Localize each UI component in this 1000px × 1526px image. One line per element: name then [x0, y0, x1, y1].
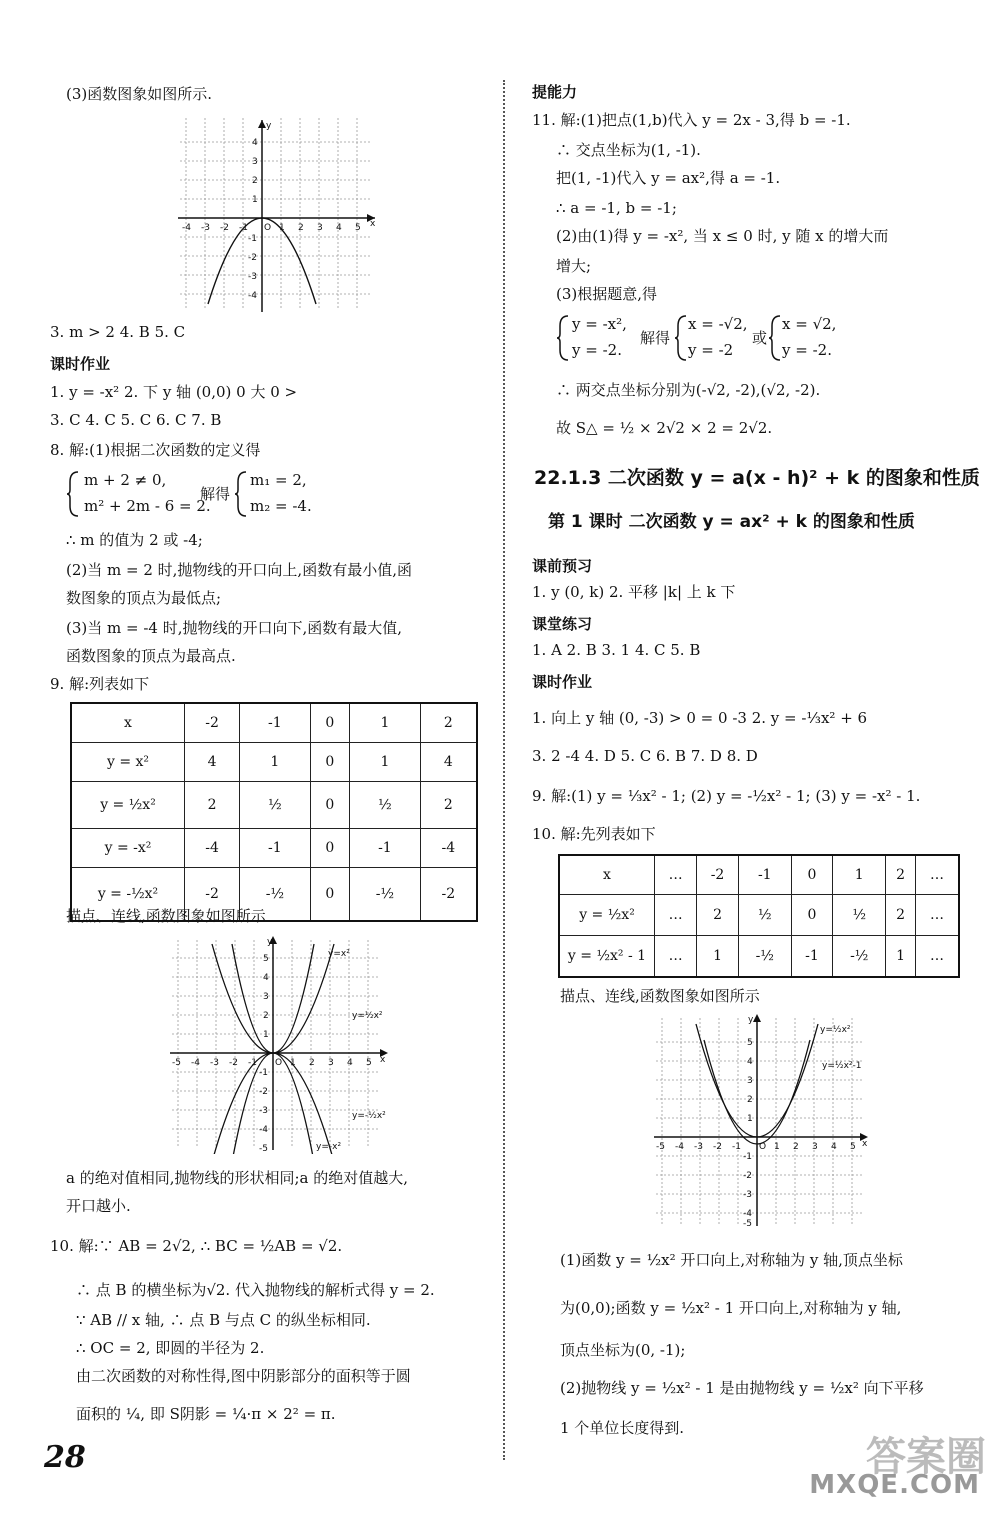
- text-line: (1)函数 y = ½x² 开口向上,对称轴为 y 轴,顶点坐标: [560, 1251, 903, 1269]
- table-row: [559, 936, 959, 978]
- svg-text:O: O: [759, 1142, 767, 1152]
- table-cell: y = ½x² - 1: [559, 936, 655, 978]
- text-line: 8. 解:(1)根据二次函数的定义得: [50, 441, 261, 459]
- svg-text:-4: -4: [182, 223, 191, 233]
- svg-text:5: 5: [355, 223, 361, 233]
- svg-text:3: 3: [812, 1142, 818, 1152]
- table-cell: 1: [886, 936, 916, 978]
- table-cell: 1: [240, 743, 311, 782]
- table-row: [559, 895, 959, 936]
- svg-text:y: y: [748, 1015, 754, 1025]
- table-cell: 2: [697, 895, 738, 936]
- svg-text:O: O: [264, 223, 272, 233]
- text-line: ∴ 交点坐标为(1, -1).: [556, 141, 701, 159]
- text-line: (3)根据题意,得: [556, 285, 658, 303]
- text-line: 11. 解:(1)把点(1,b)代入 y = 2x - 3,得 b = -1.: [532, 111, 851, 129]
- text-line: 由二次函数的对称性得,图中阴影部分的面积等于圆: [76, 1367, 411, 1385]
- table-row: [71, 743, 477, 782]
- table-cell: 0: [310, 868, 349, 922]
- svg-text:-5: -5: [172, 1058, 181, 1068]
- text-line: a 的绝对值相同,抛物线的形状相同;a 的绝对值越大,: [66, 1169, 409, 1187]
- column-divider: [503, 80, 505, 1460]
- page-number: 28: [44, 1440, 86, 1475]
- table-cell: x: [71, 703, 185, 743]
- brace: [768, 314, 782, 362]
- svg-text:-1: -1: [239, 223, 248, 233]
- value-table: [70, 702, 478, 922]
- table-cell: 2: [886, 855, 916, 895]
- table-cell: ½: [833, 895, 886, 936]
- table-cell: y = x²: [71, 743, 185, 782]
- table-cell: 1: [833, 855, 886, 895]
- svg-text:1: 1: [263, 1030, 269, 1040]
- svg-text:y: y: [266, 121, 272, 131]
- svg-text:-5: -5: [743, 1219, 752, 1229]
- table-cell: y = -½x²: [71, 868, 185, 922]
- text-line: ∴ a = -1, b = -1;: [556, 199, 677, 217]
- table-cell: -1: [738, 855, 791, 895]
- table-cell: -1: [350, 829, 421, 868]
- table-cell: 0: [310, 743, 349, 782]
- svg-text:4: 4: [252, 138, 258, 148]
- svg-text:2: 2: [309, 1058, 315, 1068]
- table-cell: -½: [833, 936, 886, 978]
- text-line: 函数图象的顶点为最高点.: [66, 647, 236, 665]
- curve-label: y=-½x²: [352, 1111, 386, 1121]
- table-cell: -1: [240, 829, 311, 868]
- table-cell: 1: [350, 703, 421, 743]
- text-line: ∴ 两交点坐标分别为(-√2, -2),(√2, -2).: [556, 381, 821, 399]
- table-cell: 1: [350, 743, 421, 782]
- table-cell: 0: [310, 782, 349, 829]
- svg-text:x: x: [370, 219, 376, 229]
- section-title: 22.1.3 二次函数 y = a(x - h)² + k 的图象和性质: [534, 467, 980, 489]
- svg-text:-2: -2: [743, 1171, 752, 1181]
- table-cell: 1: [697, 936, 738, 978]
- system-eq: y = -x²,: [572, 315, 627, 333]
- table-cell: 2: [420, 703, 477, 743]
- svg-text:x: x: [380, 1055, 386, 1065]
- text-line: 或: [752, 329, 768, 347]
- curve-label: y=-x²: [316, 1142, 342, 1152]
- svg-text:-3: -3: [210, 1058, 219, 1068]
- table-row: [71, 703, 477, 743]
- svg-text:5: 5: [366, 1058, 372, 1068]
- table-cell: -½: [350, 868, 421, 922]
- table-cell: ½: [738, 895, 791, 936]
- svg-text:1: 1: [747, 1114, 753, 1124]
- svg-text:-2: -2: [229, 1058, 238, 1068]
- text-line: 增大;: [556, 257, 592, 275]
- text-line: 9. 解:(1) y = ⅓x² - 1; (2) y = -½x² - 1; (3) y = -x² - 1.: [532, 787, 921, 805]
- table-cell: y = ½x²: [71, 782, 185, 829]
- brace: [66, 470, 80, 518]
- text-line: 数图象的顶点为最低点;: [66, 589, 222, 607]
- table-cell: x: [559, 855, 655, 895]
- text-line: ∴ OC = 2, 即圆的半径为 2.: [76, 1339, 265, 1357]
- svg-text:3: 3: [252, 157, 258, 167]
- table-cell: …: [655, 895, 697, 936]
- table-cell: -½: [738, 936, 791, 978]
- table-cell: -2: [697, 855, 738, 895]
- svg-text:-3: -3: [743, 1190, 752, 1200]
- svg-text:4: 4: [831, 1142, 837, 1152]
- text-line: 面积的 ¼, 即 S阴影 = ¼·π × 2² = π.: [76, 1405, 336, 1423]
- table-cell: -½: [240, 868, 311, 922]
- brace: [234, 470, 248, 518]
- svg-text:-2: -2: [713, 1142, 722, 1152]
- svg-text:O: O: [275, 1058, 283, 1068]
- table-cell: -2: [185, 703, 240, 743]
- table-row: [559, 855, 959, 895]
- text-line: (3)函数图象如图所示.: [66, 85, 213, 103]
- text-line: (2)当 m = 2 时,抛物线的开口向上,函数有最小值,函: [66, 561, 412, 579]
- text-line: 描点、连线,函数图象如图所示: [66, 907, 266, 925]
- svg-text:5: 5: [263, 954, 269, 964]
- section-heading: 课时作业: [50, 355, 111, 373]
- solution: x = √2,: [782, 315, 837, 333]
- svg-text:2: 2: [793, 1142, 799, 1152]
- curve-label: y=½x²-1: [822, 1061, 862, 1071]
- text-line: (3)当 m = -4 时,抛物线的开口向下,函数有最大值,: [66, 619, 403, 637]
- svg-text:4: 4: [263, 973, 269, 983]
- brace: [674, 314, 688, 362]
- table-cell: ½: [350, 782, 421, 829]
- svg-text:5: 5: [850, 1142, 856, 1152]
- watermark: MXQE.COM: [809, 1470, 980, 1500]
- svg-text:1: 1: [774, 1142, 780, 1152]
- table-cell: …: [915, 855, 959, 895]
- table-cell: …: [915, 936, 959, 978]
- table-cell: -1: [791, 936, 832, 978]
- table-cell: y = -x²: [71, 829, 185, 868]
- svg-text:1: 1: [279, 223, 285, 233]
- svg-text:5: 5: [747, 1038, 753, 1048]
- svg-text:-4: -4: [191, 1058, 200, 1068]
- table-cell: …: [915, 895, 959, 936]
- svg-text:3: 3: [328, 1058, 334, 1068]
- table-cell: …: [655, 855, 697, 895]
- svg-text:-4: -4: [259, 1125, 268, 1135]
- table-cell: -4: [185, 829, 240, 868]
- svg-text:-2: -2: [248, 253, 257, 263]
- section-heading: 课时作业: [532, 673, 593, 691]
- table-cell: 2: [420, 782, 477, 829]
- text-line: 1 个单位长度得到.: [560, 1419, 685, 1437]
- text-line: 1. A 2. B 3. 1 4. C 5. B: [532, 641, 701, 659]
- svg-text:-4: -4: [743, 1209, 752, 1219]
- text-line: ∵ AB // x 轴, ∴ 点 B 与点 C 的纵坐标相同.: [76, 1311, 371, 1329]
- text-line: 1. y = -x² 2. 下 y 轴 (0,0) 0 大 0 >: [50, 383, 298, 401]
- watermark-logo: 答案圈: [866, 1434, 986, 1480]
- svg-text:-3: -3: [201, 223, 210, 233]
- text-line: 故 S△ = ½ × 2√2 × 2 = 2√2.: [556, 419, 773, 437]
- text-line: 10. 解:∵ AB = 2√2, ∴ BC = ½AB = √2.: [50, 1237, 343, 1255]
- svg-text:-1: -1: [732, 1142, 741, 1152]
- table-cell: y = ½x²: [559, 895, 655, 936]
- system-eq: m + 2 ≠ 0,: [84, 471, 167, 489]
- text-line: 解得: [640, 329, 671, 347]
- table-cell: -2: [420, 868, 477, 922]
- system-eq: y = -2.: [572, 341, 622, 359]
- svg-text:-1: -1: [248, 1058, 257, 1068]
- text-line: ∴ 点 B 的横坐标为√2. 代入抛物线的解析式得 y = 2.: [76, 1281, 435, 1299]
- svg-text:-3: -3: [694, 1142, 703, 1152]
- svg-text:-3: -3: [248, 272, 257, 282]
- text-line: (2)由(1)得 y = -x², 当 x ≤ 0 时, y 随 x 的增大而: [556, 227, 889, 245]
- svg-text:2: 2: [263, 1011, 269, 1021]
- svg-text:2: 2: [747, 1095, 753, 1105]
- table-row: [71, 829, 477, 868]
- svg-text:-5: -5: [259, 1144, 268, 1154]
- text-line: 为(0,0);函数 y = ½x² - 1 开口向上,对称轴为 y 轴,: [560, 1299, 902, 1317]
- svg-text:3: 3: [317, 223, 323, 233]
- value-table-2: [558, 854, 960, 978]
- table-cell: 0: [791, 895, 832, 936]
- table-cell: -2: [185, 868, 240, 922]
- svg-text:-2: -2: [220, 223, 229, 233]
- svg-text:y: y: [267, 937, 273, 947]
- curve-label: y=½x²: [820, 1025, 851, 1035]
- text-line: 描点、连线,函数图象如图所示: [560, 987, 760, 1005]
- text-line: 1. y (0, k) 2. 平移 |k| 上 k 下: [532, 583, 736, 601]
- text-line: 9. 解:列表如下: [50, 675, 150, 693]
- curve-label: y=x²: [328, 949, 350, 959]
- svg-text:-1: -1: [743, 1152, 752, 1162]
- solution: m₁ = 2,: [250, 471, 307, 489]
- table-cell: 2: [185, 782, 240, 829]
- svg-text:-4: -4: [248, 291, 257, 301]
- text-line: 3. 2 -4 4. D 5. C 6. B 7. D 8. D: [532, 747, 758, 765]
- svg-text:-1: -1: [259, 1068, 268, 1078]
- text-line: 1. 向上 y 轴 (0, -3) > 0 = 0 -3 2. y = -⅓x² + 6: [532, 709, 868, 727]
- text-line: 把(1, -1)代入 y = ax²,得 a = -1.: [556, 169, 781, 187]
- svg-text:1: 1: [252, 195, 258, 205]
- table-cell: 0: [791, 855, 832, 895]
- table-row: [71, 782, 477, 829]
- svg-text:4: 4: [347, 1058, 353, 1068]
- svg-text:4: 4: [336, 223, 342, 233]
- text-line: 开口越小.: [66, 1197, 131, 1215]
- graph-four-parabolas: [168, 934, 396, 1154]
- svg-text:-4: -4: [675, 1142, 684, 1152]
- table-cell: -4: [420, 829, 477, 868]
- table-cell: 4: [185, 743, 240, 782]
- text-line: 10. 解:先列表如下: [532, 825, 656, 843]
- svg-text:2: 2: [252, 176, 258, 186]
- text-line: (2)抛物线 y = ½x² - 1 是由抛物线 y = ½x² 向下平移: [560, 1379, 924, 1397]
- brace: [556, 314, 570, 362]
- svg-text:x: x: [862, 1139, 868, 1149]
- text-line: 3. m > 2 4. B 5. C: [50, 323, 186, 341]
- graph-parabola-down: [170, 114, 390, 320]
- text-line: 3. C 4. C 5. C 6. C 7. B: [50, 411, 222, 429]
- svg-text:1: 1: [290, 1058, 296, 1068]
- svg-text:4: 4: [747, 1057, 753, 1067]
- svg-text:-5: -5: [656, 1142, 665, 1152]
- solution: y = -2: [688, 341, 734, 359]
- solution: x = -√2,: [688, 315, 748, 333]
- svg-text:2: 2: [298, 223, 304, 233]
- table-cell: ½: [240, 782, 311, 829]
- section-heading: 课前预习: [532, 557, 593, 575]
- svg-text:3: 3: [747, 1076, 753, 1086]
- solution: y = -2.: [782, 341, 832, 359]
- solution: m₂ = -4.: [250, 497, 312, 515]
- table-cell: 0: [310, 703, 349, 743]
- text-line: 顶点坐标为(0, -1);: [560, 1341, 686, 1359]
- table-cell: 4: [420, 743, 477, 782]
- lesson-title: 第 1 课时 二次函数 y = ax² + k 的图象和性质: [548, 512, 915, 532]
- curve-label: y=½x²: [352, 1011, 383, 1021]
- system-eq: m² + 2m - 6 = 2.: [84, 497, 211, 515]
- text-line: 解得: [200, 485, 231, 503]
- table-cell: 0: [310, 829, 349, 868]
- svg-text:3: 3: [263, 992, 269, 1002]
- svg-text:-1: -1: [248, 234, 257, 244]
- svg-text:-3: -3: [259, 1106, 268, 1116]
- graph-two-parabolas: [652, 1012, 872, 1230]
- table-cell: 2: [886, 895, 916, 936]
- section-heading: 提能力: [532, 83, 578, 101]
- svg-text:-2: -2: [259, 1087, 268, 1097]
- text-line: ∴ m 的值为 2 或 -4;: [66, 531, 203, 549]
- table-cell: …: [655, 936, 697, 978]
- section-heading: 课堂练习: [532, 615, 593, 633]
- table-cell: -1: [240, 703, 311, 743]
